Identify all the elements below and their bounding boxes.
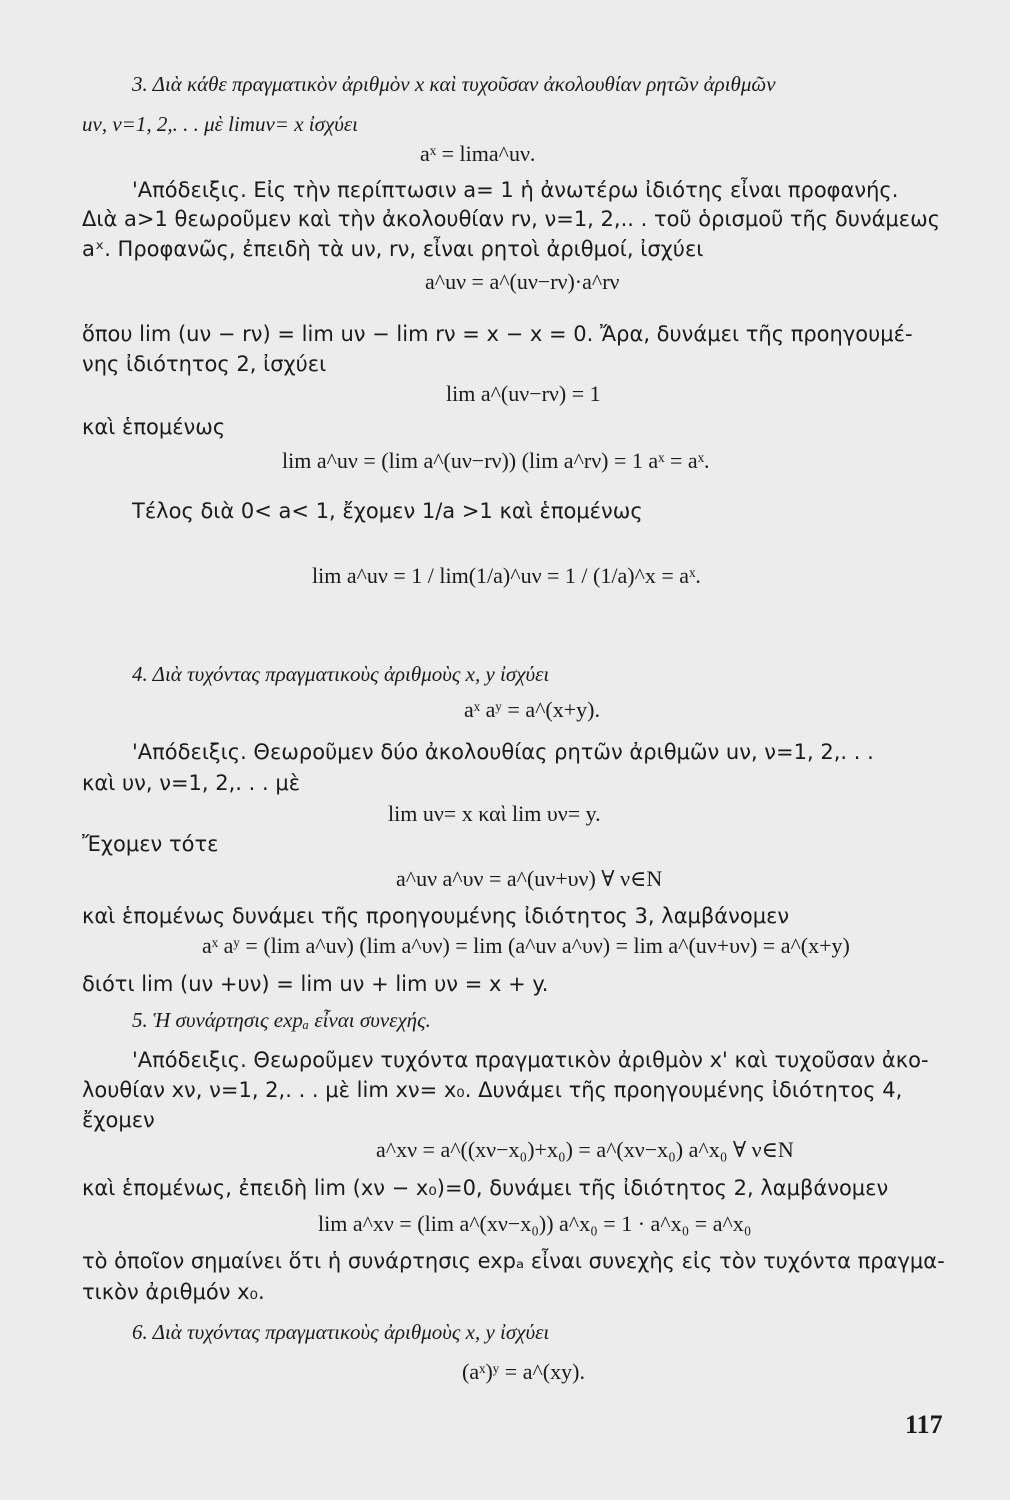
text-line-p4-proof-4: καὶ ἑπομένως δυνάμει τῆς προηγουμένης ἰδιότητος 3, λαμβάνομεν bbox=[82, 904, 790, 928]
text-line-p5-heading: 5. Ἡ συνάρτησις expₐ εἶναι συνεχής. bbox=[132, 1008, 431, 1032]
text-line-p5-formula-2: lim a^xν = (lim a^(xν−x₀)) a^x₀ = 1 · a^x₀ = a^x₀ bbox=[318, 1211, 752, 1236]
text-line-p3-formula-3: lim a^(uν−rν) = 1 bbox=[446, 381, 601, 406]
text-line-p3-heading-2: uν, ν=1, 2,. . . μὲ limuν= x ἰσχύει bbox=[82, 112, 358, 136]
text-line-p3-proof-3: aˣ. Προφανῶς, ἐπειδὴ τὰ uν, rν, εἶναι ρητοὶ ἀριθμοί, ἰσχύει bbox=[82, 237, 704, 261]
text-line-p3-proof-7: Τέλος διὰ 0< a< 1, ἔχομεν 1/a >1 καὶ ἑπομένως bbox=[132, 499, 643, 523]
text-line-p3-proof-1: 'Απόδειξις. Εἰς τὴν περίπτωσιν a= 1 ἡ ἀνωτέρω ἰδιότης εἶναι προφανής. bbox=[132, 178, 899, 202]
text-line-p3-formula: aˣ = lima^uν. bbox=[420, 141, 536, 166]
text-line-p6-heading: 6. Διὰ τυχόντας πραγματικοὺς ἀριθμοὺς x, y ἰσχύει bbox=[132, 1320, 550, 1344]
text-line-p3-proof-6: καὶ ἑπομένως bbox=[82, 415, 226, 439]
text-line-p6-formula: (aˣ)ʸ = a^(xy). bbox=[462, 1359, 585, 1384]
text-line-p3-formula-5: lim a^uν = 1 / lim(1/a)^uν = 1 / (1/a)^x = aˣ. bbox=[312, 563, 701, 588]
text-line-p3-proof-5: νης ἰδιότητος 2, ἰσχύει bbox=[82, 352, 327, 376]
text-line-p4-formula-4: aˣ aʸ = (lim a^uν) (lim a^υν) = lim (a^uν a^υν) = lim a^(uν+υν) = a^(x+y) bbox=[202, 933, 850, 958]
text-line-p4-heading: 4. Διὰ τυχόντας πραγματικοὺς ἀριθμοὺς x, y ἰσχύει bbox=[132, 662, 550, 686]
text-line-p5-proof-4: καὶ ἑπομένως, ἐπειδὴ lim (xν − x₀)=0, δυνάμει τῆς ἰδιότητος 2, λαμβάνομεν bbox=[82, 1176, 889, 1200]
text-line-p4-proof-5: διότι lim (uν +υν) = lim uν + lim υν = x + y. bbox=[82, 972, 549, 996]
text-line-p3-formula-2: a^uν = a^(uν−rν)·a^rν bbox=[425, 269, 620, 294]
text-line-p5-proof-6: τικὸν ἀριθμόν x₀. bbox=[82, 1280, 265, 1304]
text-line-p5-proof-1: 'Απόδειξις. Θεωροῦμεν τυχόντα πραγματικὸν ἀριθμὸν x' καὶ τυχοῦσαν ἀκο- bbox=[132, 1048, 929, 1072]
text-line-p3-proof-4: ὅπου lim (uν − rν) = lim uν − lim rν = x − x = 0. Ἄρα, δυνάμει τῆς προηγουμέ- bbox=[82, 322, 913, 346]
text-line-p4-proof-2: καὶ υν, ν=1, 2,. . . μὲ bbox=[82, 771, 301, 795]
text-line-p3-formula-4: lim a^uν = (lim a^(uν−rν)) (lim a^rν) = 1 aˣ = aˣ. bbox=[282, 448, 710, 473]
text-line-p4-proof-1: 'Απόδειξις. Θεωροῦμεν δύο ἀκολουθίας ρητῶν ἀριθμῶν uν, ν=1, 2,. . . bbox=[132, 740, 874, 764]
text-line-p4-formula-2: lim uν= x καὶ lim υν= y. bbox=[388, 801, 601, 826]
text-line-p4-proof-3: Ἔχομεν τότε bbox=[82, 832, 219, 856]
text-line-p5-formula: a^xν = a^((xν−x₀)+x₀) = a^(xν−x₀) a^x₀ ∀ ν∈N bbox=[376, 1137, 794, 1162]
text-line-p5-proof-3: ἔχομεν bbox=[82, 1108, 155, 1132]
text-line-p4-formula-3: a^uν a^υν = a^(uν+υν) ∀ ν∈N bbox=[396, 866, 663, 891]
text-line-p5-proof-5: τὸ ὁποῖον σημαίνει ὅτι ἡ συνάρτησις expₐ εἶναι συνεχὴς εἰς τὸν τυχόντα πραγμα- bbox=[82, 1249, 945, 1273]
text-line-p5-proof-2: λουθίαν xν, ν=1, 2,. . . μὲ lim xν= x₀. Δυνάμει τῆς προηγουμένης ἰδιότητος 4, bbox=[82, 1078, 903, 1102]
page-number: 117 bbox=[905, 1410, 943, 1439]
text-line-p3-proof-2: Διὰ a>1 θεωροῦμεν καὶ τὴν ἀκολουθίαν rν, ν=1, 2,.. . τοῦ ὁρισμοῦ τῆς δυνάμεως bbox=[82, 207, 941, 231]
text-line-p4-formula: aˣ aʸ = a^(x+y). bbox=[464, 697, 600, 722]
text-line-p3-heading: 3. Διὰ κάθε πραγματικὸν ἀριθμὸν x καὶ τυχοῦσαν ἀκολουθίαν ρητῶν ἀριθμῶν bbox=[132, 72, 776, 96]
